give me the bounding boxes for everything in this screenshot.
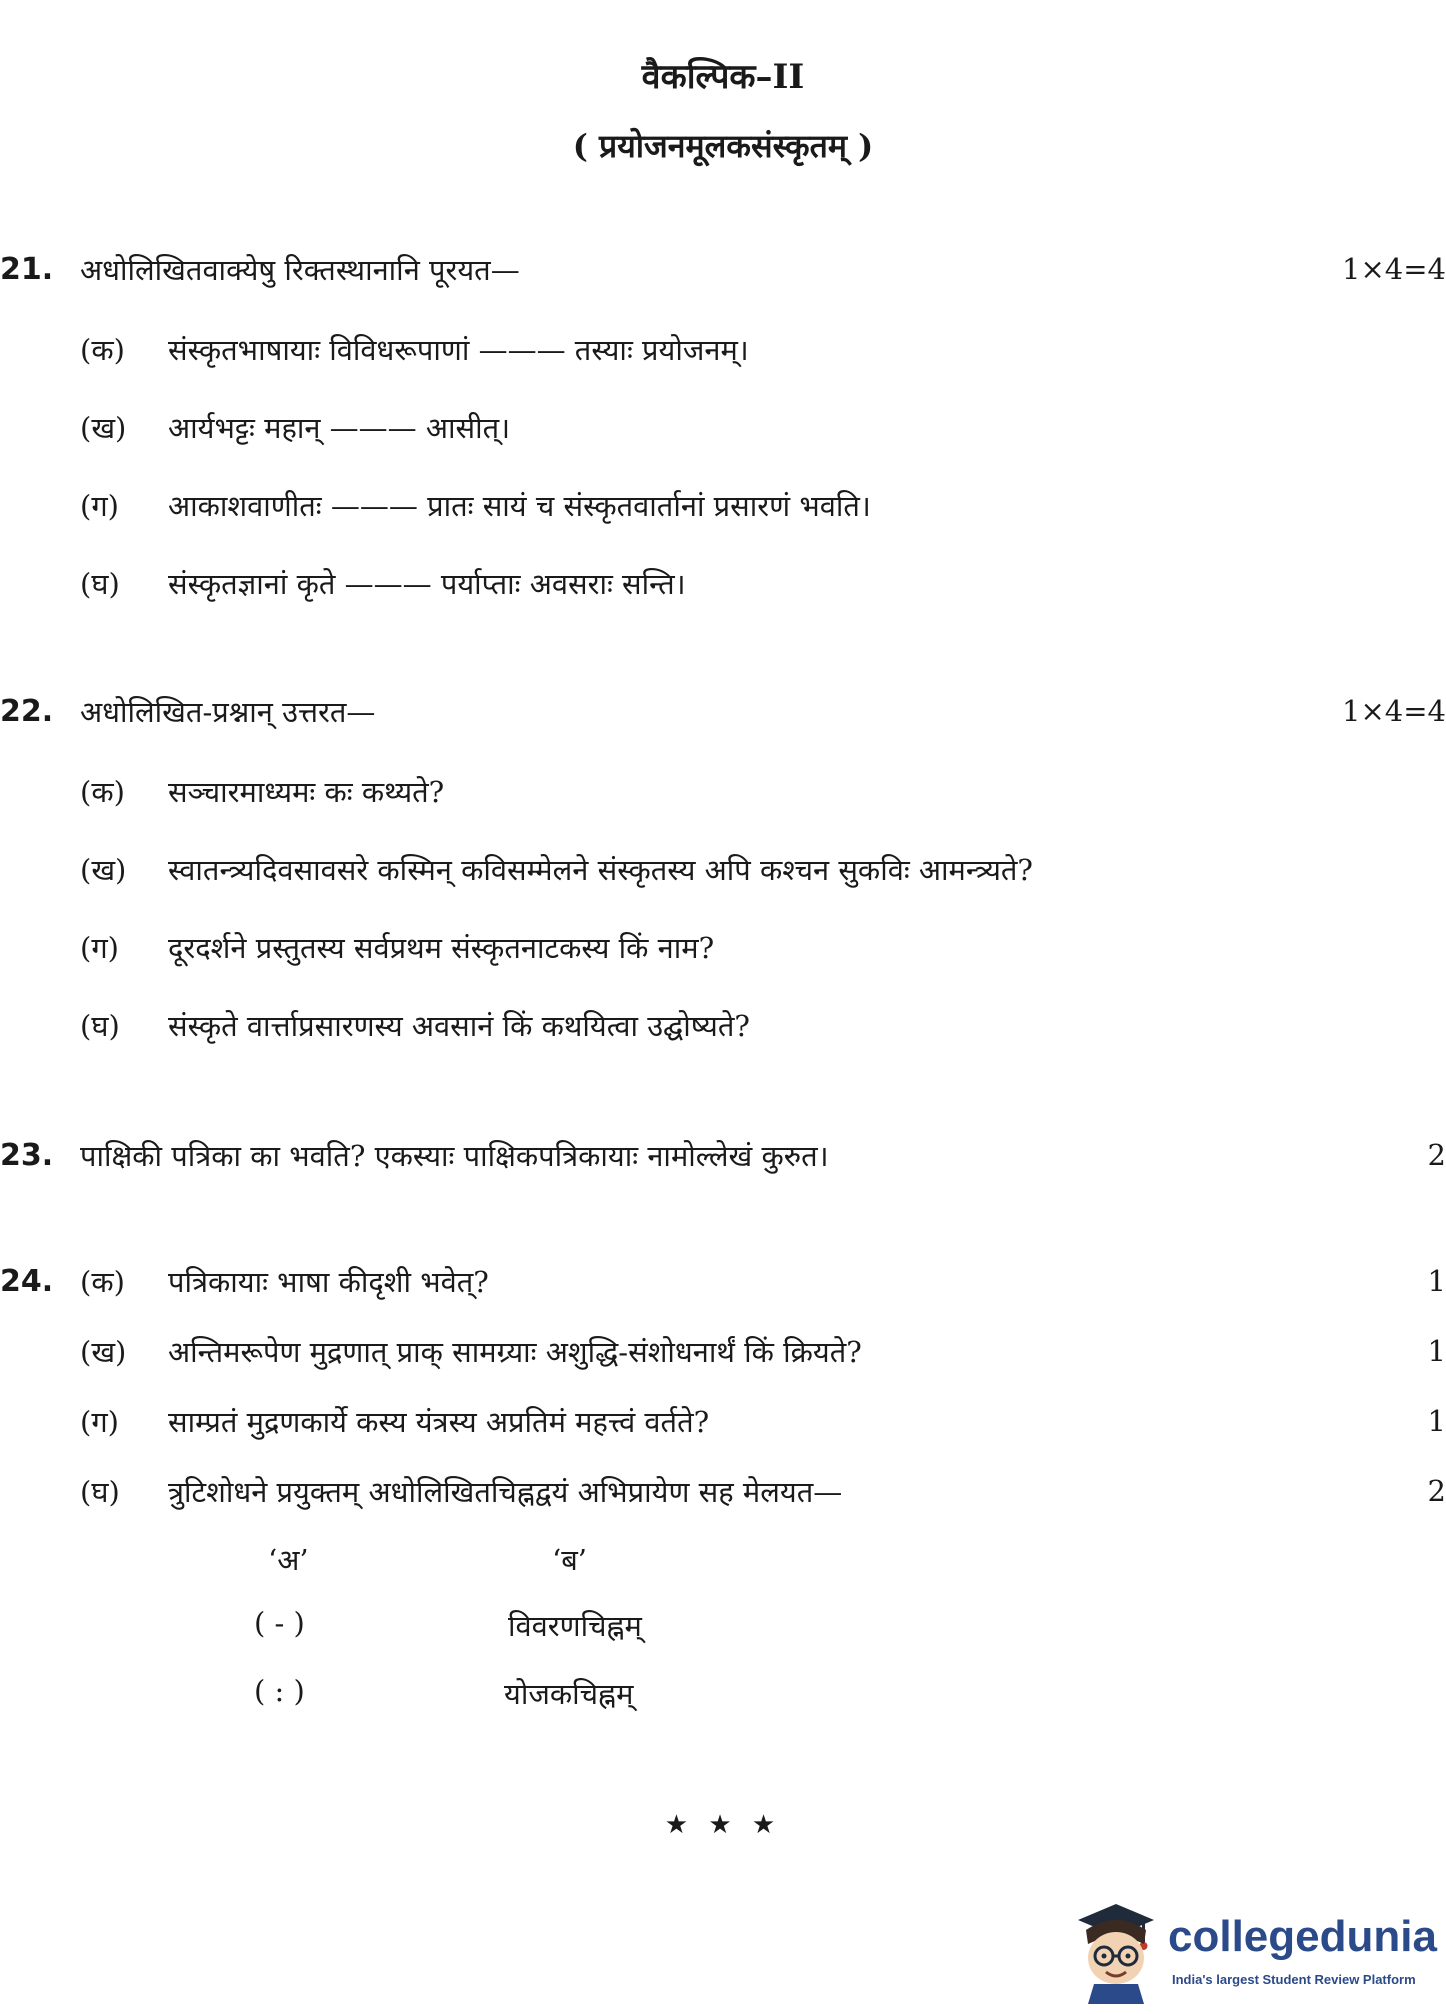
q24-item-label: (ग) bbox=[80, 1405, 119, 1439]
question-23-marks: 2 bbox=[1427, 1138, 1446, 1172]
q21-item-label: (ख) bbox=[80, 411, 127, 445]
q24-item-text: साम्प्रतं मुद्रणकार्ये कस्य यंत्रस्य अप्रतिमं महत्त्वं वर्तते? bbox=[168, 1405, 710, 1439]
question-23-text: पाक्षिकी पत्रिका का भवति? एकस्याः पाक्षिकपत्रिकायाः नामोल्लेखं कुरुत। bbox=[80, 1139, 829, 1173]
q24-item-marks: 1 bbox=[1427, 1334, 1446, 1368]
q24-item-label: (घ) bbox=[80, 1475, 120, 1509]
match-meaning: योजकचिह्नम् bbox=[504, 1677, 634, 1711]
logo-tagline: India's largest Student Review Platform bbox=[1172, 1972, 1416, 1987]
q21-item-text: संस्कृतज्ञानां कृते ——— पर्याप्ताः अवसराः सन्ति। bbox=[168, 567, 686, 601]
section-subtitle: ( प्रयोजनमूलकसंस्कृतम् ) bbox=[572, 127, 874, 165]
q21-item-label: (ग) bbox=[80, 489, 119, 523]
q21-item-text: आर्यभट्टः महान् ——— आसीत्। bbox=[168, 411, 511, 445]
q21-item-text: संस्कृतभाषायाः विविधरूपाणां ——— तस्याः प्रयोजनम्। bbox=[168, 333, 749, 367]
logo-wordmark: collegedunia bbox=[1168, 1912, 1437, 1961]
q22-item-text: दूरदर्शने प्रस्तुतस्य सर्वप्रथम संस्कृतनाटकस्य किं नाम? bbox=[168, 931, 715, 965]
question-22-number: 22. bbox=[0, 694, 54, 729]
section-title: वैकल्पिक–II bbox=[641, 57, 805, 97]
q24-item-label: (क) bbox=[80, 1265, 125, 1299]
end-stars: ★ ★ ★ bbox=[664, 1810, 782, 1840]
q24-item-label: (ख) bbox=[80, 1335, 127, 1369]
question-24-number: 24. bbox=[0, 1264, 54, 1299]
collegedunia-logo bbox=[1068, 1900, 1438, 2008]
q22-item-text: स्वातन्त्र्यदिवसावसरे कस्मिन् कविसम्मेलने संस्कृतस्य अपि कश्चन सुकविः आमन्त्र्यते? bbox=[168, 853, 1033, 887]
match-symbol: ( : ) bbox=[254, 1674, 305, 1708]
mascot-icon bbox=[1068, 1900, 1164, 2004]
match-meaning: विवरणचिह्नम् bbox=[508, 1609, 642, 1643]
q22-item-label: (ख) bbox=[80, 853, 127, 887]
question-22-text: अधोलिखित-प्रश्नान् उत्तरत— bbox=[80, 695, 376, 729]
q24-item-marks: 2 bbox=[1427, 1474, 1446, 1508]
q22-item-label: (ग) bbox=[80, 931, 119, 965]
question-22-marks: 1×4=4 bbox=[1342, 694, 1446, 728]
match-symbol: ( - ) bbox=[254, 1606, 305, 1640]
q24-item-text: पत्रिकायाः भाषा कीदृशी भवेत्? bbox=[168, 1265, 489, 1299]
q22-item-label: (क) bbox=[80, 775, 125, 809]
match-column-b-heading: ‘ब’ bbox=[552, 1543, 587, 1577]
q21-item-label: (क) bbox=[80, 333, 125, 367]
match-column-a-heading: ‘अ’ bbox=[268, 1543, 309, 1577]
question-23-number: 23. bbox=[0, 1138, 54, 1173]
q21-item-label: (घ) bbox=[80, 567, 120, 601]
q22-item-text: संस्कृते वार्त्ताप्रसारणस्य अवसानं किं कथयित्वा उद्घोष्यते? bbox=[168, 1009, 750, 1043]
q24-item-text: त्रुटिशोधने प्रयुक्तम् अधोलिखितचिह्नद्वयं अभिप्रायेण सह मेलयत— bbox=[168, 1475, 843, 1509]
question-21-number: 21. bbox=[0, 252, 54, 287]
q24-item-marks: 1 bbox=[1427, 1404, 1446, 1438]
question-21-text: अधोलिखितवाक्येषु रिक्तस्थानानि पूरयत— bbox=[80, 253, 520, 287]
q22-item-text: सञ्चारमाध्यमः कः कथ्यते? bbox=[168, 775, 445, 809]
q21-item-text: आकाशवाणीतः ——— प्रातः सायं च संस्कृतवार्तानां प्रसारणं भवति। bbox=[168, 489, 871, 523]
q22-item-label: (घ) bbox=[80, 1009, 120, 1043]
q24-item-text: अन्तिमरूपेण मुद्रणात् प्राक् सामग्र्याः अशुद्धि-संशोधनार्थं किं क्रियते? bbox=[168, 1335, 862, 1369]
q24-item-marks: 1 bbox=[1427, 1264, 1446, 1298]
question-21-marks: 1×4=4 bbox=[1342, 252, 1446, 286]
